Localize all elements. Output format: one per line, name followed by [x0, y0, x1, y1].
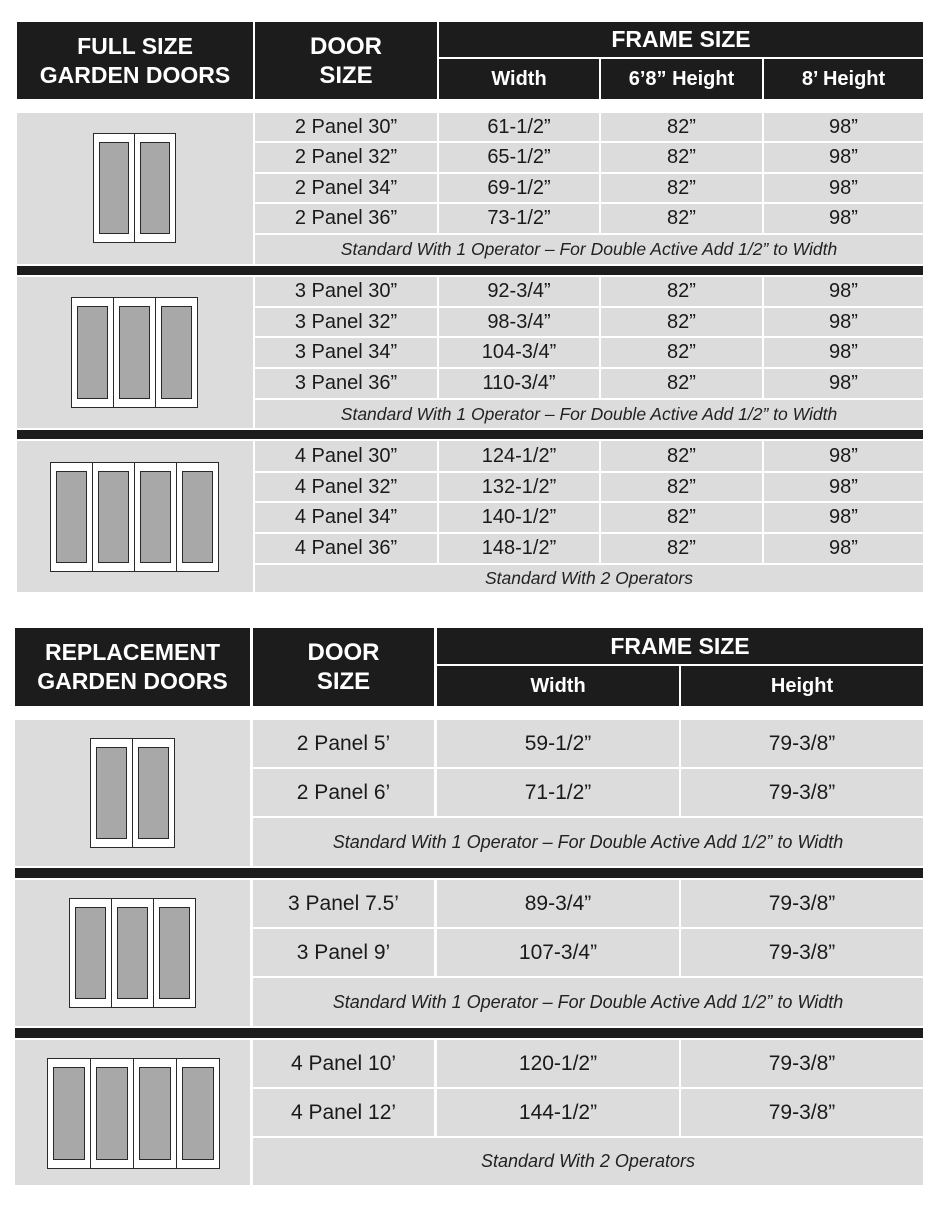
table1-width-cell: 73-1/2” — [439, 204, 599, 233]
table1-door-line1: DOOR — [310, 32, 382, 60]
table1-door-size-cell: 3 Panel 34” — [255, 338, 437, 367]
table2-group1-note: Standard With 1 Operator – For Double Active Add 1/2” to Width — [253, 818, 923, 866]
table1-group1-note: Standard With 1 Operator – For Double Active Add 1/2” to Width — [255, 235, 923, 264]
table2-height-cell: 79-3/8” — [681, 929, 923, 976]
table2-door-size-cell: 4 Panel 10’ — [253, 1040, 434, 1087]
table1-door-size-cell: 2 Panel 30” — [255, 113, 437, 141]
table1-group2-note: Standard With 1 Operator – For Double Active Add 1/2” to Width — [255, 400, 923, 428]
table2-door-size-cell: 3 Panel 7.5’ — [253, 880, 434, 927]
table1-height68-cell: 82” — [601, 174, 762, 202]
table1-door-size-cell: 3 Panel 32” — [255, 308, 437, 336]
table1-height8-cell: 98” — [764, 369, 923, 398]
table2-height-cell: 79-3/8” — [681, 1089, 923, 1136]
table1-68-height-header: 6’8” Height — [601, 59, 762, 99]
table1-width-cell: 124-1/2” — [439, 441, 599, 471]
table1-door-line2: SIZE — [319, 61, 373, 89]
table1-width-cell: 98-3/4” — [439, 308, 599, 336]
four-panel-door-icon — [47, 1058, 219, 1169]
table1-width-cell: 69-1/2” — [439, 174, 599, 202]
table1-height68-cell: 82” — [601, 277, 762, 306]
table2-door-size-cell: 2 Panel 5’ — [253, 720, 434, 767]
table1-title-line2: GARDEN DOORS — [39, 61, 231, 88]
four-panel-door-icon — [50, 462, 218, 572]
table1-width-cell: 148-1/2” — [439, 534, 599, 563]
table1-height68-cell: 82” — [601, 113, 762, 141]
table1-frame-size-header: FRAME SIZE — [439, 22, 923, 57]
table2-height-cell: 79-3/8” — [681, 880, 923, 927]
table2-group1-image-cell — [15, 720, 250, 866]
table1-door-size-cell: 2 Panel 32” — [255, 143, 437, 172]
two-panel-door-icon — [93, 133, 175, 243]
table2-frame-size-header: FRAME SIZE — [437, 628, 923, 664]
table2-width-cell: 59-1/2” — [437, 720, 679, 767]
table1-door-size-cell: 3 Panel 36” — [255, 369, 437, 398]
table1-height8-cell: 98” — [764, 143, 923, 172]
table1-door-size-cell: 2 Panel 36” — [255, 204, 437, 233]
table1-width-cell: 140-1/2” — [439, 503, 599, 532]
table1-group3-note: Standard With 2 Operators — [255, 565, 923, 592]
table2-group2-note: Standard With 1 Operator – For Double Active Add 1/2” to Width — [253, 978, 923, 1026]
table2-width-cell: 71-1/2” — [437, 769, 679, 816]
table2-height-cell: 79-3/8” — [681, 1040, 923, 1087]
table1-height68-cell: 82” — [601, 369, 762, 398]
table2-width-cell: 120-1/2” — [437, 1040, 679, 1087]
table1-height68-cell: 82” — [601, 143, 762, 172]
table1-height8-cell: 98” — [764, 204, 923, 233]
table1-height8-cell: 98” — [764, 441, 923, 471]
table1-group1-image-cell — [17, 113, 253, 264]
table1-door-size-header — [255, 22, 437, 99]
table1-height68-cell: 82” — [601, 441, 762, 471]
table1-height68-cell: 82” — [601, 534, 762, 563]
table1-height8-cell: 98” — [764, 534, 923, 563]
table1-width-cell: 110-3/4” — [439, 369, 599, 398]
table1-width-header: Width — [439, 59, 599, 99]
table1-height8-cell: 98” — [764, 277, 923, 306]
table2-title-line1: REPLACEMENT — [44, 639, 221, 665]
three-panel-door-icon — [71, 297, 197, 408]
table2-door-line1: DOOR — [307, 639, 380, 666]
group-divider — [17, 266, 923, 275]
table1-door-size-cell: 3 Panel 30” — [255, 277, 437, 306]
table2-width-cell: 89-3/4” — [437, 880, 679, 927]
table1-width-cell: 92-3/4” — [439, 277, 599, 306]
table1-width-cell: 61-1/2” — [439, 113, 599, 141]
three-panel-door-icon — [69, 898, 195, 1008]
table1-door-size-cell: 4 Panel 30” — [255, 441, 437, 471]
table2-door-size-cell: 4 Panel 12’ — [253, 1089, 434, 1136]
table1-height8-cell: 98” — [764, 308, 923, 336]
table1-title-header — [17, 22, 253, 99]
table2-title-line2: GARDEN DOORS — [37, 668, 228, 694]
table2-title-header — [15, 628, 250, 706]
table1-height68-cell: 82” — [601, 473, 762, 501]
table2-group3-image-cell — [15, 1040, 250, 1185]
table1-height68-cell: 82” — [601, 503, 762, 532]
table1-height8-cell: 98” — [764, 113, 923, 141]
table1-group3-image-cell — [17, 441, 253, 592]
table2-height-cell: 79-3/8” — [681, 720, 923, 767]
table1-title-line1: FULL SIZE — [77, 32, 193, 59]
table1-height8-cell: 98” — [764, 503, 923, 532]
table1-height8-cell: 98” — [764, 174, 923, 202]
table2-door-line2: SIZE — [316, 668, 371, 695]
table1-height68-cell: 82” — [601, 204, 762, 233]
table1-height8-cell: 98” — [764, 338, 923, 367]
table2-height-cell: 79-3/8” — [681, 769, 923, 816]
table2-group3-note: Standard With 2 Operators — [253, 1138, 923, 1185]
table1-door-size-cell: 4 Panel 36” — [255, 534, 437, 563]
table2-height-header: Height — [681, 666, 923, 706]
table1-8-height-header: 8’ Height — [764, 59, 923, 99]
table1-width-cell: 104-3/4” — [439, 338, 599, 367]
group-divider — [17, 430, 923, 439]
table1-group2-image-cell — [17, 277, 253, 428]
table1-height68-cell: 82” — [601, 308, 762, 336]
group-divider — [15, 1028, 923, 1038]
table1-height68-cell: 82” — [601, 338, 762, 367]
table1-door-size-cell: 4 Panel 34” — [255, 503, 437, 532]
table2-width-cell: 107-3/4” — [437, 929, 679, 976]
table1-door-size-cell: 2 Panel 34” — [255, 174, 437, 202]
table2-door-size-cell: 2 Panel 6’ — [253, 769, 434, 816]
table1-height8-cell: 98” — [764, 473, 923, 501]
group-divider — [15, 868, 923, 878]
table2-width-header: Width — [437, 666, 679, 706]
table1-width-cell: 65-1/2” — [439, 143, 599, 172]
table1-width-cell: 132-1/2” — [439, 473, 599, 501]
table2-door-size-cell: 3 Panel 9’ — [253, 929, 434, 976]
table2-group2-image-cell — [15, 880, 250, 1026]
two-panel-door-icon — [90, 738, 174, 848]
table1-door-size-cell: 4 Panel 32” — [255, 473, 437, 501]
table2-width-cell: 144-1/2” — [437, 1089, 679, 1136]
table2-door-size-header — [253, 628, 434, 706]
